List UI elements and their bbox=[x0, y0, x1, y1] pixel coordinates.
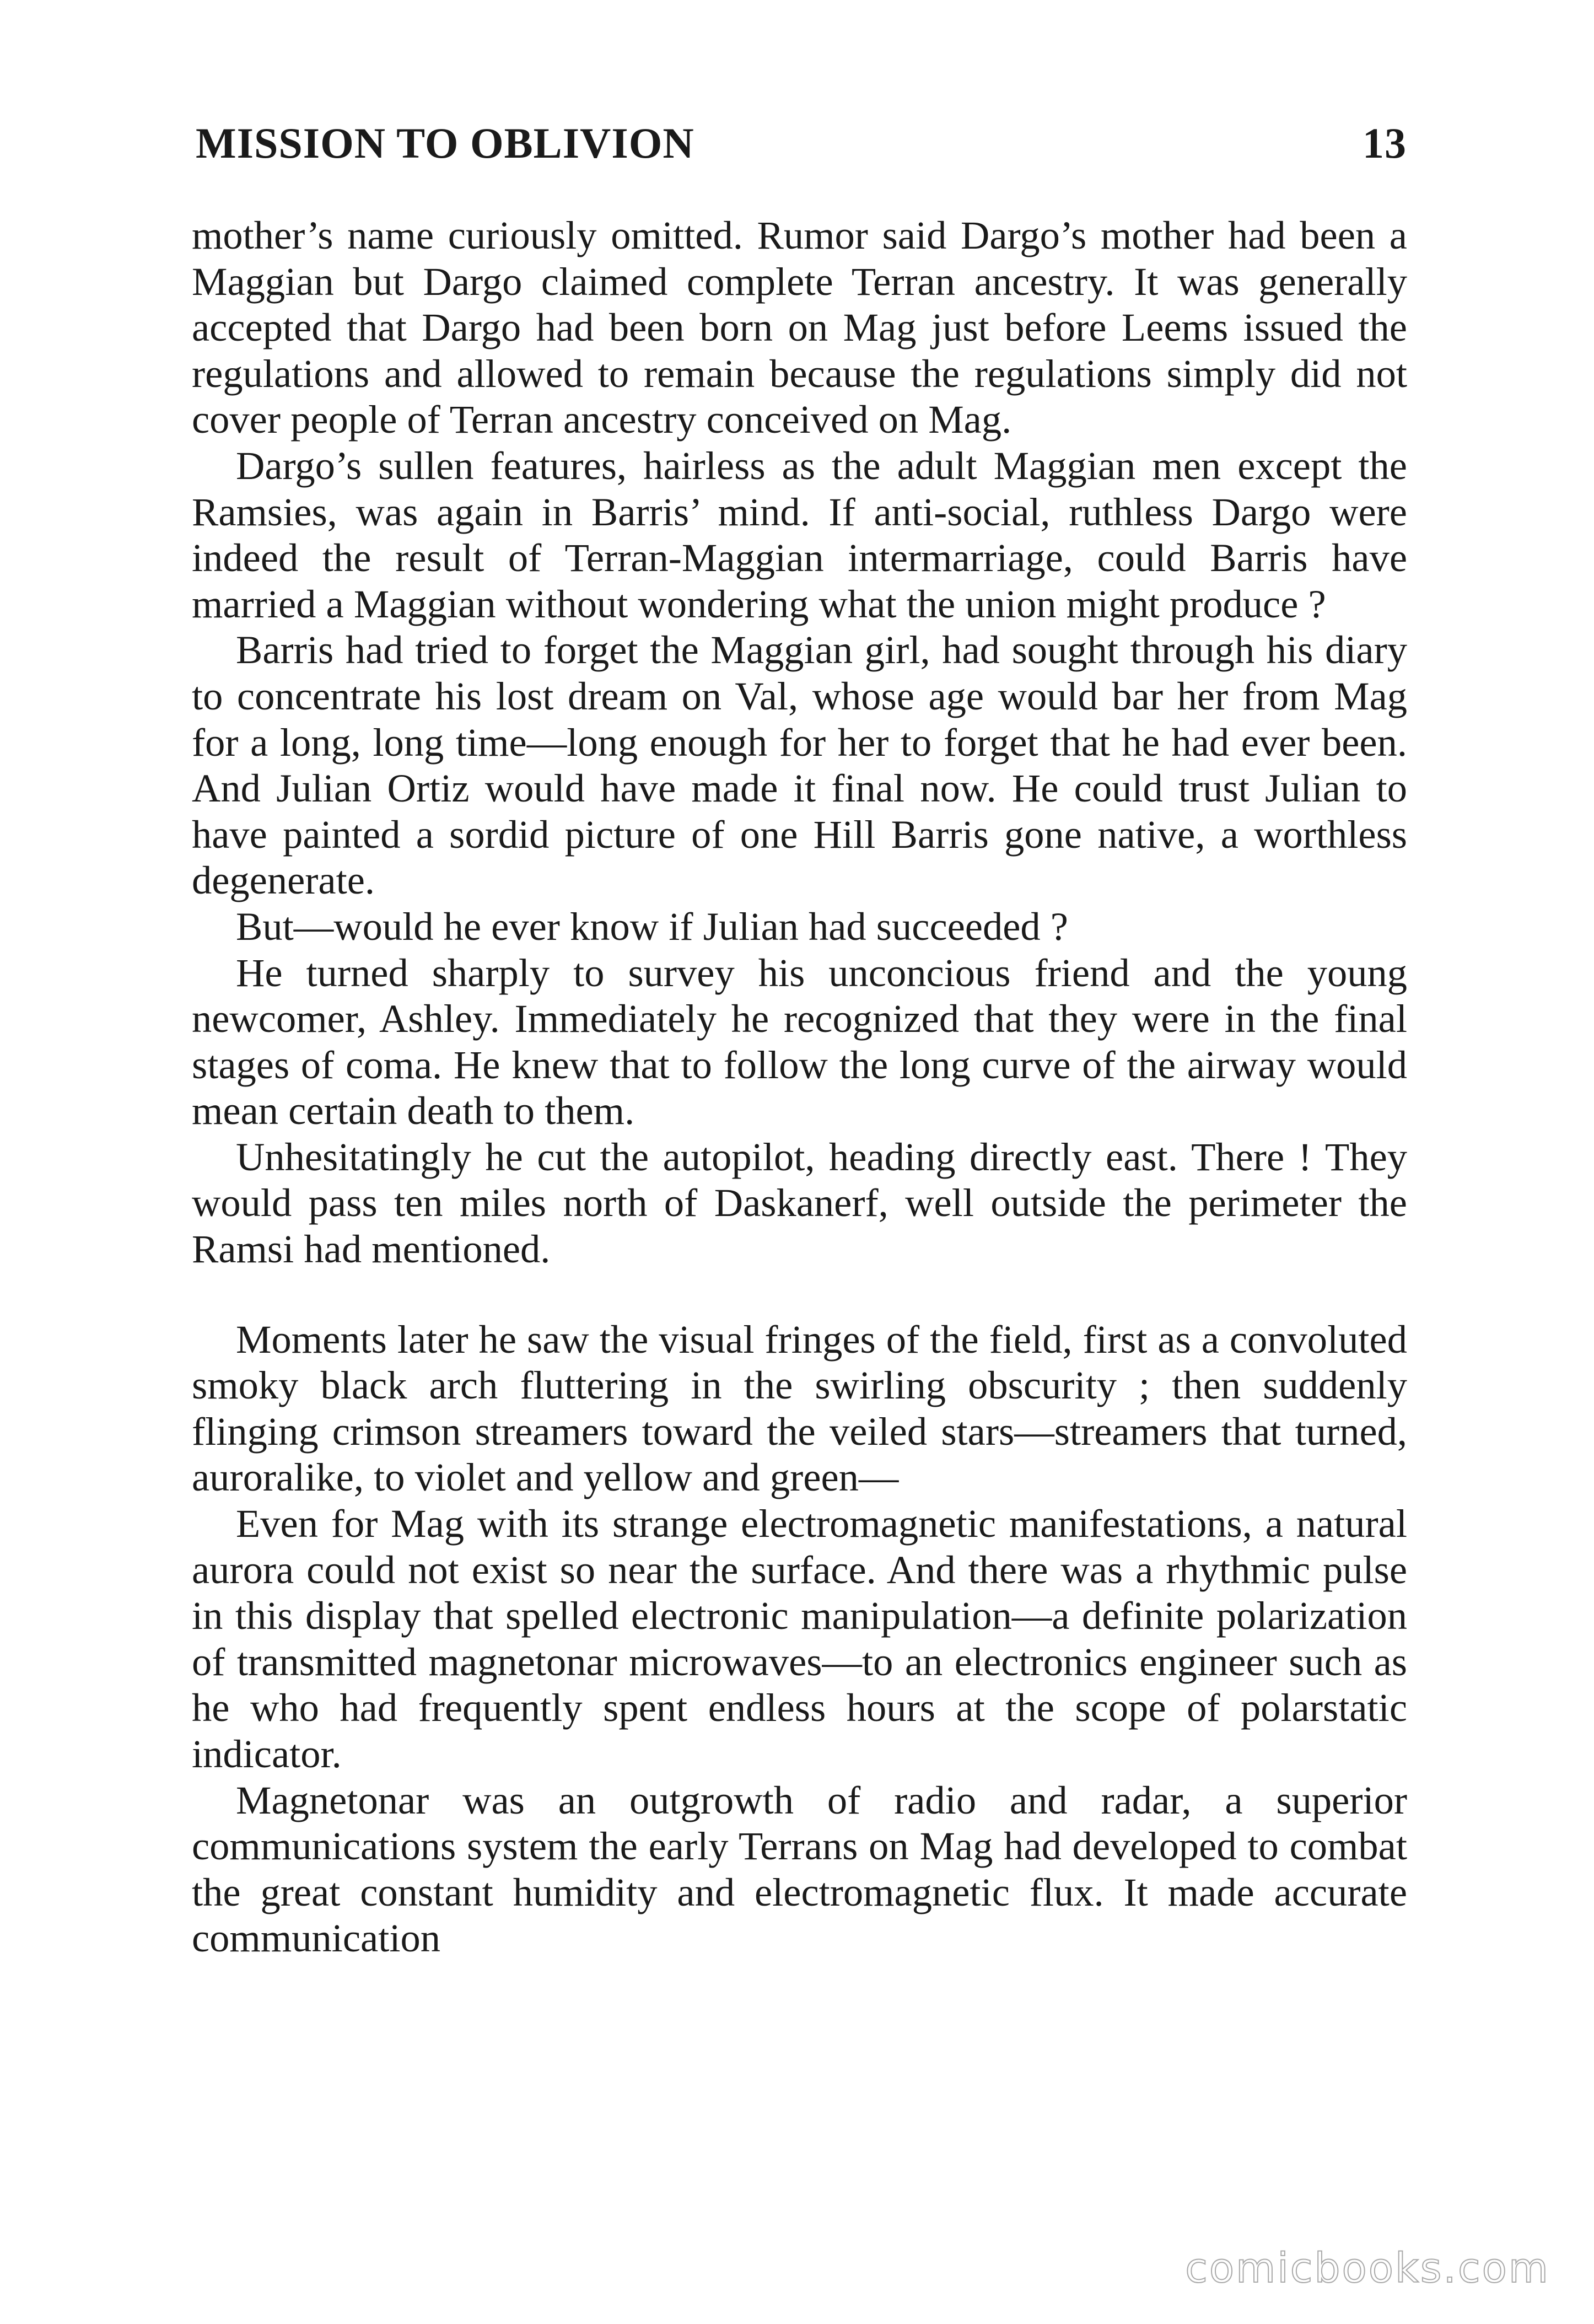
running-head bbox=[196, 119, 1407, 185]
book-title: MISSION TO OBLIVION bbox=[196, 119, 694, 167]
paragraph: Even for Mag with its strange electromagnetic manifestations, a natural aurora could not exist so near the surface. And there was a rhythmic pulse in this display that spelled electronic manipulation—a definite polarization of transmitted magnetonar microwaves—to an electronics engineer such as he who had frequently spent endless hours at the scope of polarstatic indicator. bbox=[192, 1501, 1407, 1776]
paragraph: He turned sharply to survey his unconcious friend and the young newcomer, Ashley. Immediately he recognized that they were in the final stages of coma. He knew that to follow the long curve of the airway would mean certain death to them. bbox=[192, 950, 1407, 1133]
paragraph: Moments later he saw the visual fringes of the field, first as a convoluted smoky black arch fluttering in the swirling obscurity ; then suddenly flinging crimson streamers toward the veiled stars—streamers that turned, auroralike, to violet and yellow and green— bbox=[192, 1316, 1407, 1500]
body-text bbox=[192, 212, 1407, 1961]
page-number: 13 bbox=[1363, 119, 1407, 167]
paragraph: Barris had tried to forget the Maggian girl, had sought through his diary to concentrate his lost dream on Val, whose age would bar her from Mag for a long, long time—long enough for her to forget that he had ever been. And Julian Ortiz would have made it final now. He could trust Julian to have painted a sordid picture of one Hill Barris gone native, a worthless degenerate. bbox=[192, 627, 1407, 903]
paragraph: Dargo’s sullen features, hairless as the adult Maggian men except the Ramsies, was again in Barris’ mind. If anti-social, ruthless Dargo were indeed the result of Terran-Maggian intermarriage, could Barris have married a Maggian without wondering what the union might produce ? bbox=[192, 443, 1407, 626]
watermark: comicbooks.com bbox=[1185, 2245, 1550, 2292]
paragraph: But—would he ever know if Julian had succeeded ? bbox=[236, 903, 1068, 949]
paragraph: mother’s name curiously omitted. Rumor said Dargo’s mother had been a Maggian but Dargo claimed complete Terran ancestry. It was generally accepted that Dargo had been born on Mag just before Leems issued the regulations and allowed to remain because the regulations simply did not cover people of Terran ancestry conceived on Mag. bbox=[192, 213, 1407, 442]
paragraph: Unhesitatingly he cut the autopilot, heading directly east. There ! They would pass ten miles north of Daskanerf, well outside the perimeter the Ramsi had mentioned. bbox=[192, 1134, 1407, 1272]
paragraph: Magnetonar was an outgrowth of radio and radar, a superior communications system the early Terrans on Mag had developed to combat the great constant humidity and electromagnetic flux. It made accurate communication bbox=[192, 1777, 1407, 1961]
